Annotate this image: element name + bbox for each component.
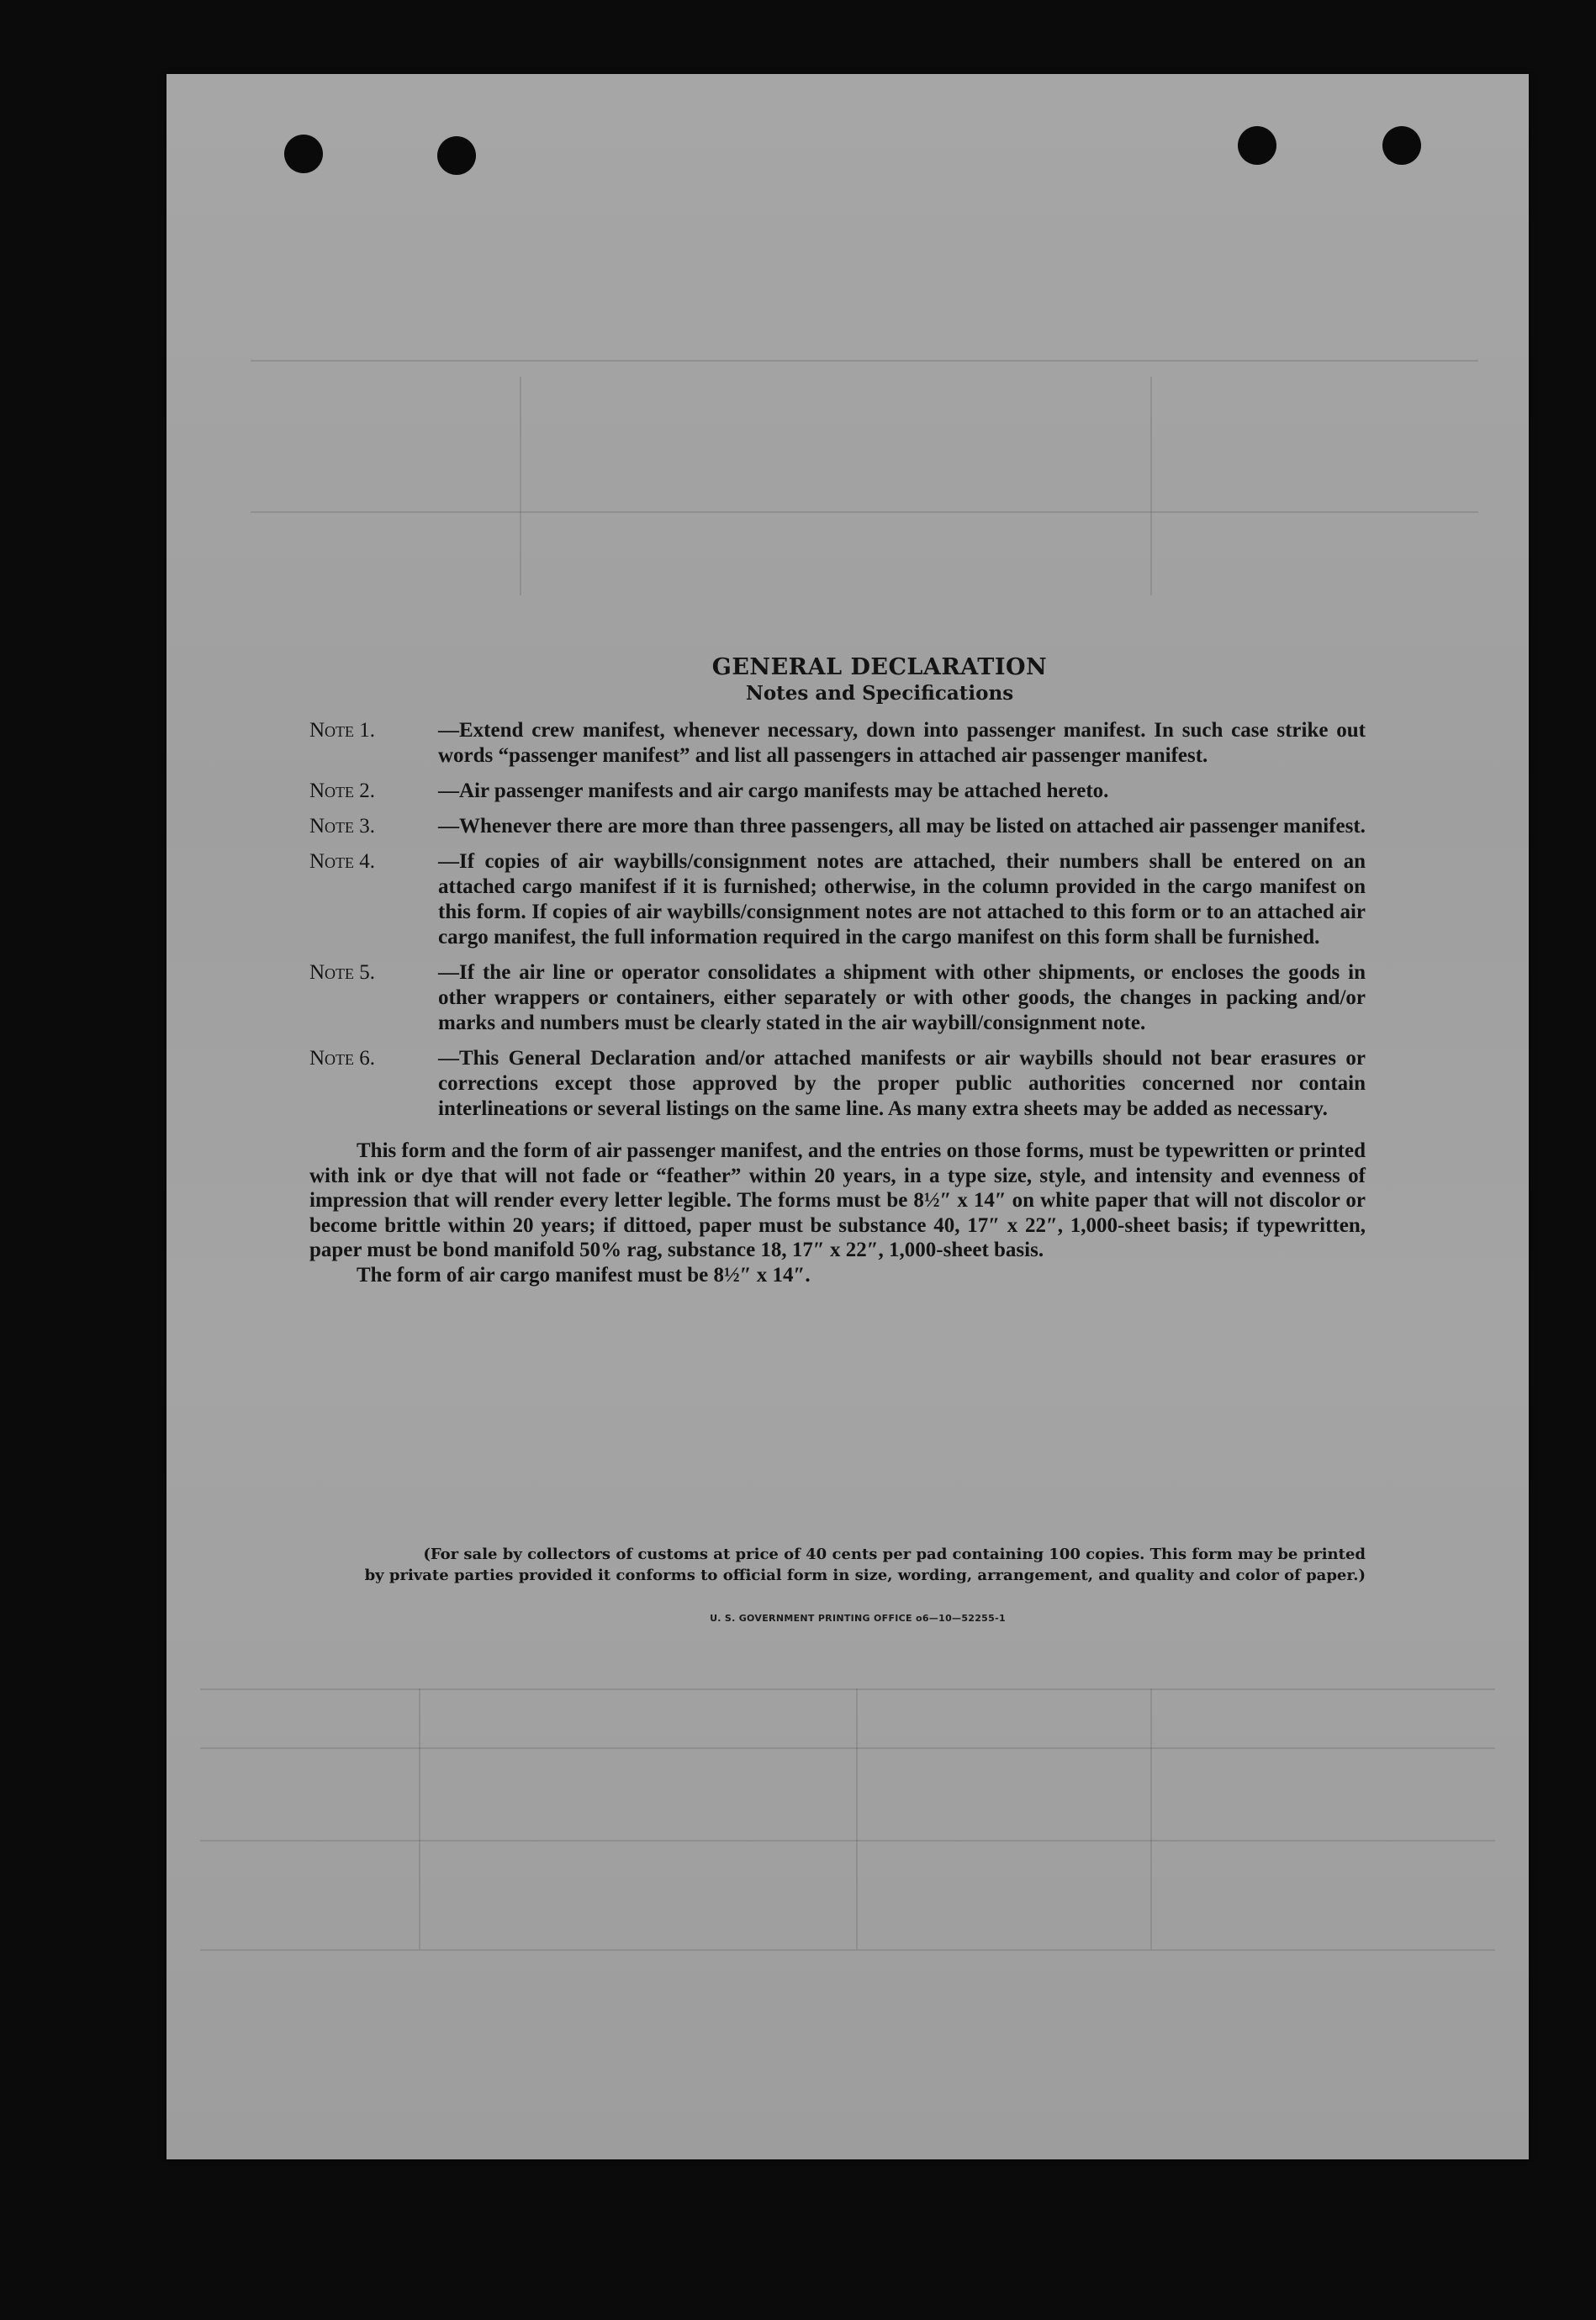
cargo-manifest-size-paragraph: The form of air cargo manifest must be 8½″ x 14″.: [357, 1263, 811, 1287]
punch-hole: [1238, 126, 1276, 165]
note-label: Note 1.: [309, 719, 376, 742]
note-text: —Whenever there are more than three passengers, all may be listed on attached air passenger manifest.: [438, 815, 1366, 838]
note-label: Note 5.: [309, 961, 376, 984]
bleed-through-rule: [419, 1688, 420, 1949]
note-label: Note 6.: [309, 1047, 376, 1070]
note-text: —Extend crew manifest, whenever necessary, down into passenger manifest. In such case strike out words “passenger manifest” and list all passengers in attached air passenger manifest.: [438, 719, 1366, 767]
bleed-through-rule: [1150, 377, 1152, 595]
notes-section: [309, 654, 1366, 1288]
form-specification-paragraph: This form and the form of air passenger manifest, and the entries on those forms, must be typewritten or printed with ink or dye that will not fade or “feather” within 20 years, in a type size, style, and intensity and evenness of impression that will render every letter legible. The forms must be 8½″ x 14″ on white paper that will not discolor or become brittle within 20 years; if dittoed, paper must be substance 40, 17″ x 22″, 1,000-sheet basis; if typewritten, paper must be bond manifold 50% rag, substance 18, 17″ x 22″, 1,000-sheet basis.: [309, 1139, 1366, 1261]
bleed-through-rule: [251, 511, 1478, 513]
bleed-through-rule: [200, 1840, 1495, 1842]
printing-office-imprint: U. S. GOVERNMENT PRINTING OFFICE o6—10—52255-1: [710, 1613, 1006, 1624]
note-text: —If the air line or operator consolidates a shipment with other shipments, or encloses the goods in other wrappers or containers, either separately or with other goods, the changes in packing and/or marks and numbers must be clearly stated in the air waybill/consignment note.: [438, 961, 1366, 1034]
bleed-through-rule: [200, 1949, 1495, 1951]
sale-notice-line: by private parties provided it conforms to official form in size, wording, arrangement, and quality and color of paper.): [364, 1567, 1366, 1584]
bleed-through-rule: [200, 1688, 1495, 1690]
punch-hole: [437, 136, 476, 175]
bleed-through-rule: [520, 377, 521, 595]
note-1: [309, 718, 1366, 769]
sale-notice-line: (For sale by collectors of customs at price of 40 cents per pad containing 100 copies. This form may be printed: [423, 1546, 1366, 1563]
punch-hole: [1382, 126, 1421, 165]
document-title: GENERAL DECLARATION: [711, 654, 1048, 680]
note-2: [309, 779, 1366, 804]
note-text: —This General Declaration and/or attached manifests or air waybills should not bear erasures or corrections except those approved by the proper public authorities concerned nor contain interlineations or several listings on the same line. As many extra sheets may be added as necessary.: [438, 1047, 1366, 1120]
note-label: Note 2.: [309, 779, 376, 802]
bleed-through-rule: [200, 1747, 1495, 1749]
note-5: [309, 960, 1366, 1036]
bleed-through-rule: [251, 360, 1478, 362]
note-3: [309, 814, 1366, 839]
sale-notice: [309, 1544, 1366, 1586]
note-label: Note 4.: [309, 850, 376, 873]
bleed-through-rule: [1150, 1688, 1152, 1949]
note-label: Note 3.: [309, 815, 376, 838]
note-4: [309, 849, 1366, 950]
document-subtitle: Notes and Specifications: [745, 682, 1014, 705]
note-text: —Air passenger manifests and air cargo manifests may be attached hereto.: [438, 779, 1109, 802]
punch-hole: [284, 135, 323, 173]
bleed-through-rule: [856, 1688, 858, 1949]
note-6: [309, 1046, 1366, 1122]
note-text: —If copies of air waybills/consignment notes are attached, their numbers shall be entered on an attached cargo manifest if it is furnished; otherwise, in the column provided in the cargo manifest on this form. If copies of air waybills/consignment notes are not attached to this form or to an attached air cargo manifest, the full information required in the cargo manifest on this form shall be furnished.: [438, 850, 1366, 949]
